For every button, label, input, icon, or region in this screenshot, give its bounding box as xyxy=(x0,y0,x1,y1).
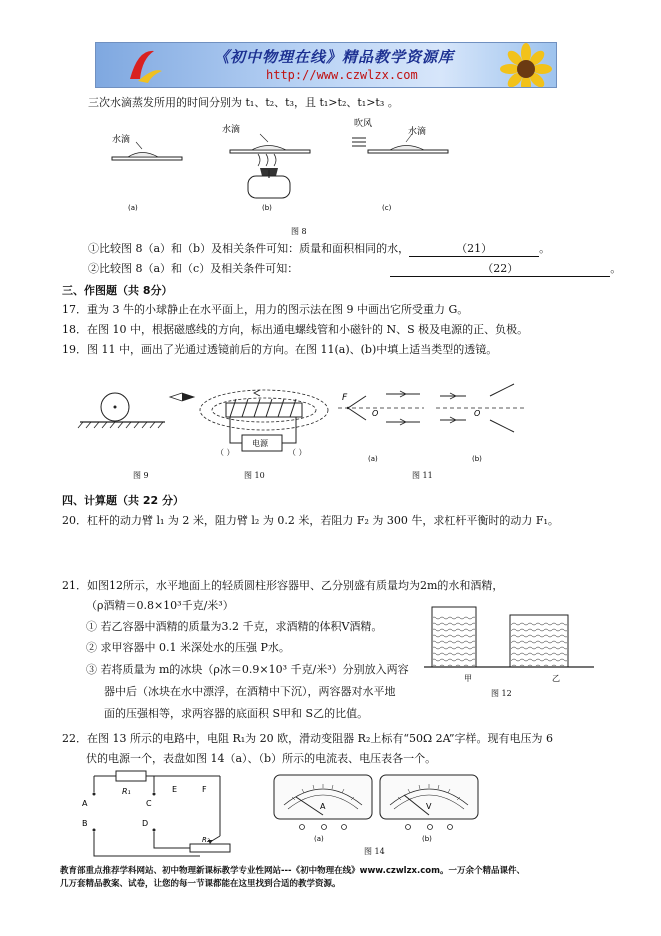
fig14-sub-a: (a) xyxy=(314,835,324,843)
blank-22[interactable]: （22） xyxy=(390,262,610,277)
question-19: 19．图 11 中，画出了光通过透镜前后的方向。在图 11(a)、(b)中填上适当类型的透镜。 xyxy=(62,343,498,356)
question-18: 18．在图 10 中，根据磁感线的方向，标出通电螺线管和小磁针的 N、S 极及电源的正、负极。 xyxy=(62,323,529,336)
question-21-stem: 21．如图12所示，水平地面上的轻质圆柱形容器甲、乙分别盛有质量均为2m的水和酒精， xyxy=(62,579,504,592)
question-21-item2: ② 求甲容器中 0.1 米深处水的压强 P水。 xyxy=(86,641,290,654)
ammeter-dial xyxy=(274,775,372,819)
fig14-sub-b: (b) xyxy=(422,835,432,843)
question-17: 17．重为 3 牛的小球静止在水平面上，用力的图示法在图 9 中画出它所受重力 G。 xyxy=(62,303,469,316)
fig11-sub-b: (b) xyxy=(472,455,482,463)
q16-part1 xyxy=(88,242,550,257)
fig8-sub-b: (b) xyxy=(262,204,272,212)
fig8-wind-label: 吹风 xyxy=(354,119,373,129)
blank-21[interactable]: （21） xyxy=(409,242,539,257)
figure-14 xyxy=(272,773,482,843)
fig14-caption: 图 14 xyxy=(364,847,385,856)
page-footer xyxy=(60,865,620,891)
container-jia xyxy=(432,607,476,667)
sunflower-icon xyxy=(496,43,556,87)
site-logo xyxy=(124,45,164,85)
q16-part1-end: 。 xyxy=(539,242,551,255)
fig11-label-O-a: O xyxy=(372,409,379,418)
q16-part2 xyxy=(88,262,621,277)
site-banner xyxy=(95,42,557,88)
fig8-water-label-b: 水滴 xyxy=(222,125,241,135)
fig8-caption: 图 8 xyxy=(291,227,307,236)
figure-10 xyxy=(168,383,328,463)
fig13-F: F xyxy=(202,785,207,794)
banner-title: 《初中物理在线》精品教学资源库 xyxy=(214,48,455,66)
fig13-A: A xyxy=(82,799,88,808)
figure-13 xyxy=(80,770,250,860)
figure-12 xyxy=(424,603,604,683)
question-22-line2: 伏的电源一个，表盘如图 14（a）、（b）所示的电流表、电压表各一个。 xyxy=(86,752,437,765)
fig10-caption: 图 10 xyxy=(244,471,265,480)
fig11-caption: 图 11 xyxy=(412,471,433,480)
figure-8 xyxy=(100,112,520,222)
fig13-B: B xyxy=(82,819,88,828)
fig8-sub-a: (a) xyxy=(128,204,138,212)
fig13-D: D xyxy=(142,819,149,828)
voltmeter-dial xyxy=(380,775,478,819)
fig11-label-F: F xyxy=(342,393,348,403)
fig12-caption: 图 12 xyxy=(491,689,512,698)
question-21-item3-line2: 器中后（冰块在水中漂浮，在酒精中下沉），两容器对水平地 xyxy=(104,685,396,698)
figure-11 xyxy=(338,384,528,464)
q16-part2-end: 。 xyxy=(610,262,622,275)
question-22-line1: 22．在图 13 所示的电路中，电阻 R₁为 20 欧，滑动变阻器 R₂上标有“50Ω 2A”字样。现有电压为 6 xyxy=(62,732,554,745)
fig8-water-label-c: 水滴 xyxy=(408,127,427,137)
fig8-plate-c xyxy=(352,134,448,153)
power-source-label: 电源 xyxy=(252,439,268,448)
power-left-terminal: （ ） xyxy=(216,448,235,457)
fig12-label-yi: 乙 xyxy=(552,674,560,683)
footer-line-1: 教育部重点推荐学科网站、初中物理新课标教学专业性网站---《初中物理在线》www.czwlzx.com。一万余个精品课件、 xyxy=(60,866,525,876)
question-21-item1: ① 若乙容器中酒精的质量为3.2 千克，求酒精的体积V酒精。 xyxy=(86,620,383,633)
fig13-R1: R₁ xyxy=(122,787,131,796)
question-21-density: （ρ酒精＝0.8×10³千克/米³） xyxy=(86,599,234,612)
fig11-sub-a: (a) xyxy=(368,455,378,463)
power-right-terminal: （ ） xyxy=(288,448,307,457)
footer-line-2: 几万套精品教案、试卷，让您的每一节课都能在这里找到合适的教学资源。 xyxy=(60,879,341,889)
section-3-heading: 三、作图题（共 8分） xyxy=(62,284,173,297)
banner-url[interactable]: http://www.czwlzx.com xyxy=(266,68,418,82)
question-21-item3-line1: ③ 若将质量为 m的冰块（ρ冰＝0.9×10³ 千克/米³）分别放入两容 xyxy=(86,663,409,676)
fig8-water-label-a: 水滴 xyxy=(112,135,131,145)
fig9-caption: 图 9 xyxy=(133,471,149,480)
section-4-heading: 四、计算题（共 22 分） xyxy=(62,494,184,507)
fig13-C: C xyxy=(146,799,152,808)
fig11-label-O-b: O xyxy=(474,409,481,418)
question-20: 20．杠杆的动力臂 l₁ 为 2 米，阻力臂 l₂ 为 0.2 米，若阻力 F₂ 为 300 牛，求杠杆平衡时的动力 F₁。 xyxy=(62,514,559,527)
q16-intro: 三次水滴蒸发所用的时间分别为 t₁、t₂、t₃，且 t₁>t₂、t₁>t₃ 。 xyxy=(88,96,399,109)
q16-part1-text: ①比较图 8（a）和（b）及相关条件可知：质量和面积相同的水， xyxy=(88,242,410,255)
fig13-R2: R₂ xyxy=(202,836,210,844)
fig12-label-jia: 甲 xyxy=(464,674,472,683)
container-yi xyxy=(510,615,568,667)
fig8-sub-c: (c) xyxy=(382,204,392,212)
question-21-item3-line3: 面的压强相等，求两容器的底面积 S甲和 S乙的比值。 xyxy=(104,707,369,720)
fig8-plate-b xyxy=(230,134,310,198)
fig13-E: E xyxy=(172,785,178,794)
ammeter-symbol: A xyxy=(320,802,326,811)
q16-part2-text: ②比较图 8（a）和（c）及相关条件可知： xyxy=(88,262,299,275)
voltmeter-symbol: V xyxy=(426,802,432,811)
